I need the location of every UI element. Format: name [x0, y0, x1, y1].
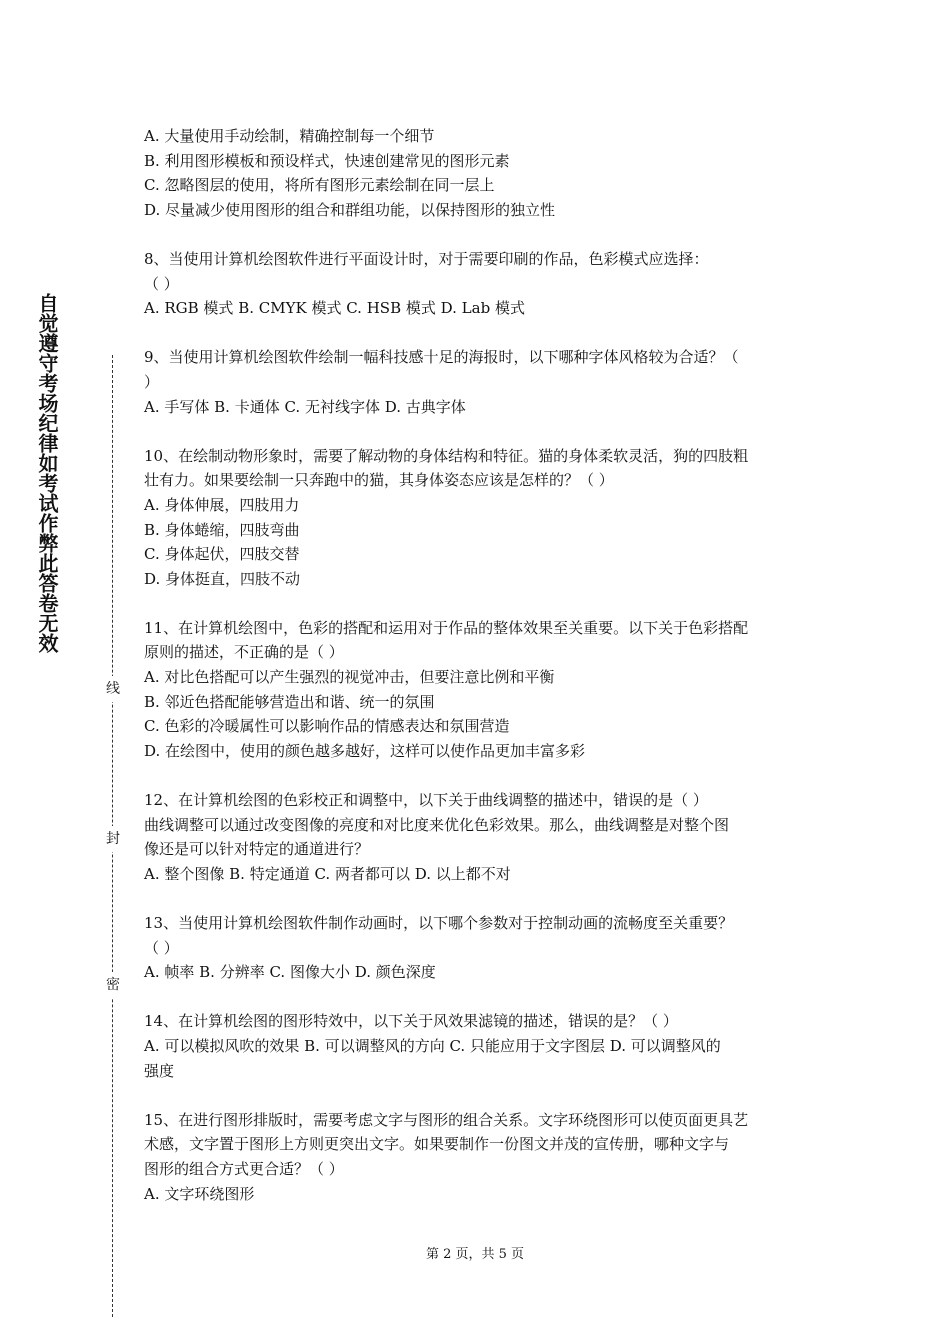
question-line: （ ）	[144, 274, 179, 293]
question-line: 术感，文字置于图形上方则更突出文字。如果要制作一份图文并茂的宣传册，哪种文字与	[144, 1135, 730, 1154]
option-line: A. 大量使用手动绘制，精确控制每一个细节	[144, 127, 435, 145]
exam-discipline-notice: 自觉遵守考场纪律如考试作弊此答卷无效	[35, 293, 59, 653]
option-line: C. 忽略图层的使用，将所有图形元素绘制在同一层上	[144, 176, 495, 195]
question-7-options	[144, 124, 808, 222]
question-line: B. 邻近色搭配能够营造出和谐、统一的氛围	[144, 692, 435, 711]
question-line: 强度	[144, 1061, 175, 1080]
question-line: A. 文字环绕图形	[144, 1184, 255, 1203]
question-15	[144, 1108, 808, 1206]
page-footer: 第 2 页，共 5 页	[425, 1247, 525, 1262]
binding-label-mi: 密	[104, 972, 122, 998]
question-line: A. 可以模拟风吹的效果 B. 可以调整风的方向 C. 只能应用于文字图层 D. 可以调整风的	[144, 1036, 721, 1055]
question-line: 壮有力。如果要绘制一只奔跑中的猫，其身体姿态应该是怎样的？（ ）	[144, 471, 614, 490]
binding-label-feng: 封	[104, 826, 122, 852]
question-line: A. 帧率 B. 分辨率 C. 图像大小 D. 颜色深度	[144, 963, 436, 982]
question-line: A. RGB 模式 B. CMYK 模式 C. HSB 模式 D. Lab 模式	[144, 299, 525, 318]
question-line: 曲线调整可以通过改变图像的亮度和对比度来优化色彩效果。那么，曲线调整是对整个图	[144, 815, 730, 834]
question-14	[144, 1009, 808, 1083]
question-line: 9、当使用计算机绘图软件绘制一幅科技感十足的海报时，以下哪种字体风格较为合适？（	[144, 348, 739, 367]
question-line: C. 身体起伏，四肢交替	[144, 545, 300, 564]
question-line: D. 在绘图中，使用的颜色越多越好，这样可以使作品更加丰富多彩	[144, 741, 586, 760]
question-line: A. 手写体 B. 卡通体 C. 无衬线字体 D. 古典字体	[144, 397, 466, 416]
question-10	[144, 444, 808, 592]
question-line: 原则的描述，不正确的是（ ）	[144, 643, 344, 662]
question-line: D. 身体挺直，四肢不动	[144, 569, 301, 588]
question-line: A. 对比色搭配可以产生强烈的视觉冲击，但要注意比例和平衡	[144, 668, 555, 687]
option-line: D. 尽量减少使用图形的组合和群组功能，以保持图形的独立性	[144, 200, 556, 219]
question-line: A. 身体伸展，四肢用力	[144, 495, 300, 514]
question-line: 13、当使用计算机绘图软件制作动画时，以下哪个参数对于控制动画的流畅度至关重要？	[144, 914, 734, 932]
exam-content	[144, 124, 808, 1206]
question-13	[144, 911, 808, 985]
question-line: A. 整个图像 B. 特定通道 C. 两者都可以 D. 以上都不对	[144, 864, 511, 883]
question-9	[144, 345, 808, 419]
question-12	[144, 788, 808, 886]
question-line: （ ）	[144, 938, 179, 957]
question-11	[144, 616, 808, 764]
question-line: 11、在计算机绘图中，色彩的搭配和运用对于作品的整体效果至关重要。以下关于色彩搭配	[144, 618, 749, 637]
question-line: B. 身体蜷缩，四肢弯曲	[144, 520, 300, 539]
option-line: B. 利用图形模板和预设样式，快速创建常见的图形元素	[144, 151, 510, 170]
question-line: 12、在计算机绘图的色彩校正和调整中，以下关于曲线调整的描述中，错误的是（ ）	[144, 791, 708, 810]
question-line: 图形的组合方式更合适？（ ）	[144, 1159, 344, 1178]
question-line: ）	[144, 372, 160, 391]
question-line: 14、在计算机绘图的图形特效中，以下关于风效果滤镜的描述，错误的是？（ ）	[144, 1012, 678, 1031]
question-line: 像还是可以针对特定的通道进行？	[144, 840, 370, 859]
question-line: 15、在进行图形排版时，需要考虑文字与图形的组合关系。文字环绕图形可以使页面更具艺	[144, 1110, 749, 1129]
question-line: C. 色彩的冷暖属性可以影响作品的情感表达和氛围营造	[144, 717, 510, 736]
question-8	[144, 247, 808, 321]
question-line: 8、当使用计算机绘图软件进行平面设计时，对于需要印刷的作品，色彩模式应选择：	[144, 249, 709, 268]
binding-label-xian: 线	[104, 676, 122, 702]
question-line: 10、在绘制动物形象时，需要了解动物的身体结构和特征。猫的身体柔软灵活，狗的四肢粗	[144, 446, 749, 465]
